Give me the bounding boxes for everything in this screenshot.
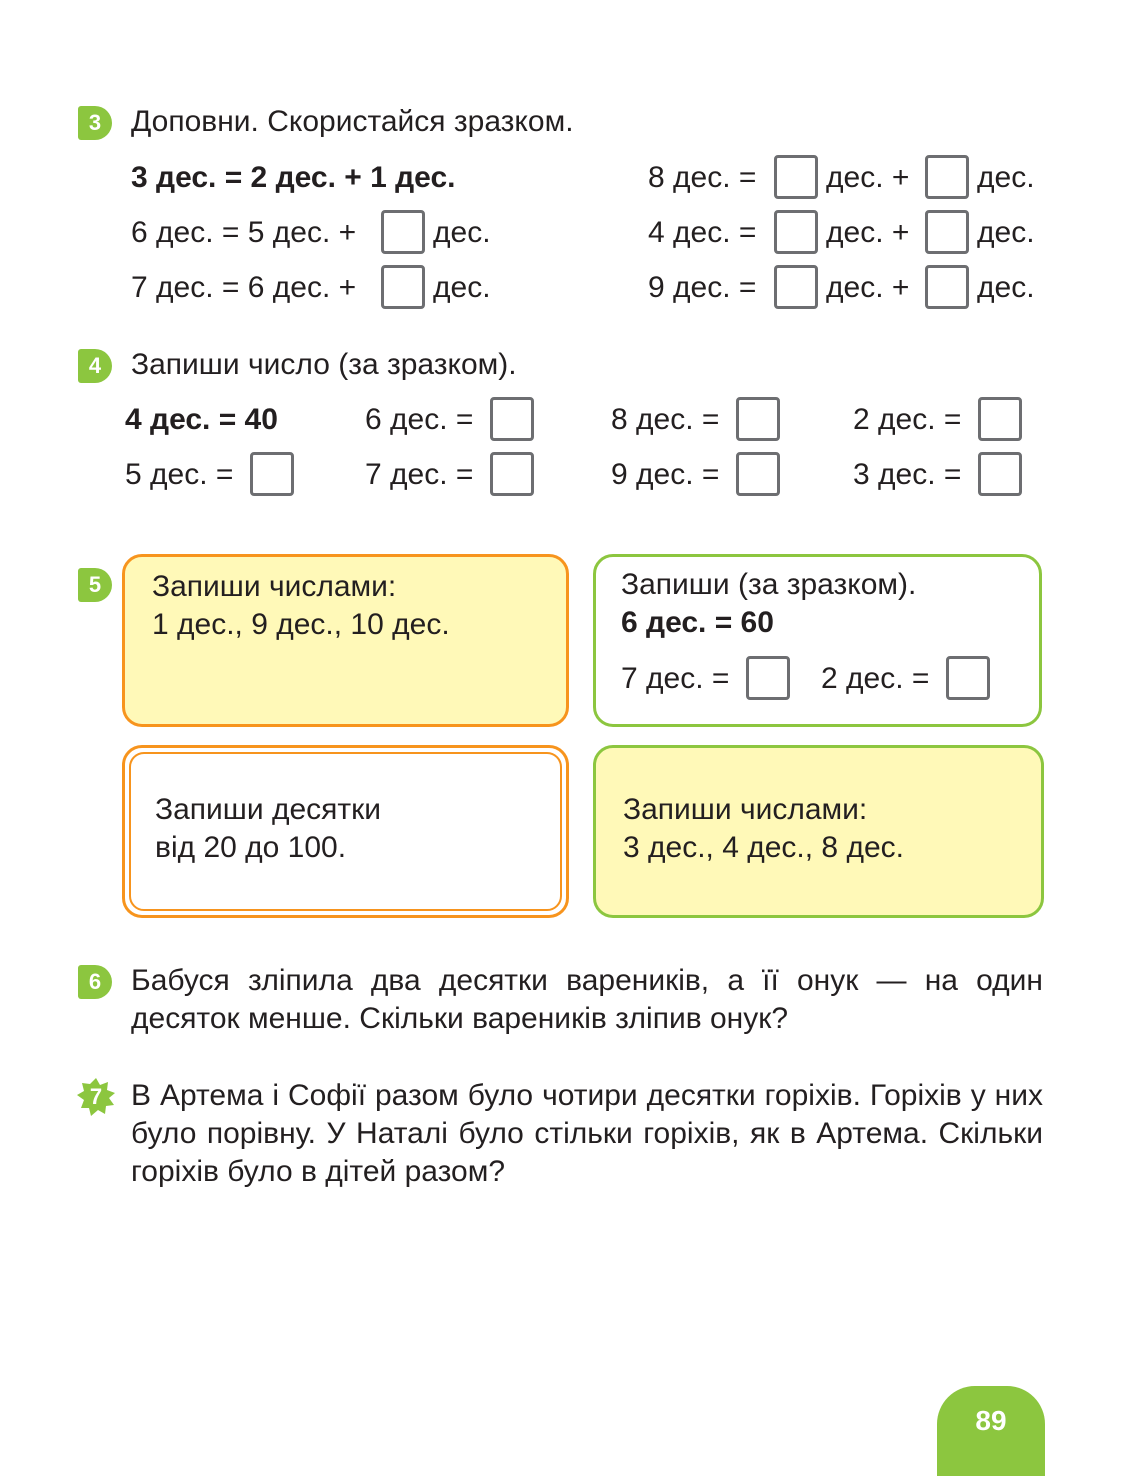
card-item-label: 2 дес. = <box>821 662 930 695</box>
ex3-right-row-1-text: 8 дес. = <box>648 161 757 194</box>
card-item-label: 7 дес. = <box>621 662 730 695</box>
exercise-3-sample: 3 дес. = 2 дес. + 1 дес. <box>131 161 456 194</box>
answer-box[interactable] <box>381 210 425 254</box>
ex3-left-row-1-text: 6 дес. = 5 дес. + <box>131 216 357 249</box>
ex3-right-row-1-unit: дес. <box>977 161 1035 194</box>
answer-box[interactable] <box>250 452 294 496</box>
ex3-left-row-1-unit: дес. <box>433 216 491 249</box>
ex3-right-row-2-text: 4 дес. = <box>648 216 757 249</box>
exercise-7-text: В Артема і Софії разом було чотири десятки горіхів. Горіхів у них було порівну. У Наталі було стільки горіхів, як в Артема. Скільки горіхів було в дітей разом? <box>131 1079 1043 1188</box>
ex4-item-label: 9 дес. = <box>611 458 720 491</box>
ex3-right-row-2-mid: дес. + <box>826 216 910 249</box>
exercise-6-badge: 6 <box>78 965 112 999</box>
card-text: 3 дес., 4 дес., 8 дес. <box>623 831 904 864</box>
exercise-7-number: 7 <box>89 1084 103 1109</box>
exercise-6-text: Бабуся зліпила два десятки вареників, а її онук — на один десяток менше. Скільки вареників зліпив онук? <box>131 964 1043 1035</box>
exercise-4-title: Запиши число (за зразком). <box>131 348 517 381</box>
ex3-right-row-3-unit: дес. <box>977 271 1035 304</box>
ex4-item-label: 6 дес. = <box>365 403 474 436</box>
answer-box[interactable] <box>774 155 818 199</box>
ex4-item-label: 3 дес. = <box>853 458 962 491</box>
answer-box[interactable] <box>746 656 790 700</box>
task-card-tens <box>122 745 569 918</box>
ex3-right-row-2-unit: дес. <box>977 216 1035 249</box>
card-text: 1 дес., 9 дес., 10 дес. <box>152 608 450 641</box>
answer-box[interactable] <box>946 656 990 700</box>
task-card-write-numbers <box>122 554 569 727</box>
answer-box[interactable] <box>736 397 780 441</box>
ex3-right-row-3-mid: дес. + <box>826 271 910 304</box>
answer-box[interactable] <box>925 265 969 309</box>
task-card-write-numbers-2 <box>593 745 1044 918</box>
answer-box[interactable] <box>978 452 1022 496</box>
answer-box[interactable] <box>736 452 780 496</box>
ex4-item-label: 7 дес. = <box>365 458 474 491</box>
card-sample: 6 дес. = 60 <box>621 606 774 639</box>
ex3-left-row-2-text: 7 дес. = 6 дес. + <box>131 271 357 304</box>
answer-box[interactable] <box>925 155 969 199</box>
answer-box[interactable] <box>381 265 425 309</box>
ex4-item-label: 5 дес. = <box>125 458 234 491</box>
card-title: Запиши числами: <box>152 570 397 603</box>
ex4-item-label: 8 дес. = <box>611 403 720 436</box>
answer-box[interactable] <box>490 397 534 441</box>
ex3-left-row-2-unit: дес. <box>433 271 491 304</box>
exercise-7-star-badge <box>76 1077 116 1117</box>
answer-box[interactable] <box>978 397 1022 441</box>
exercise-3-badge: 3 <box>78 106 112 140</box>
ex4-item-label: 2 дес. = <box>853 403 962 436</box>
card-title: Запиши (за зразком). <box>621 568 917 601</box>
task-card-sample <box>593 554 1042 727</box>
exercise-4-sample: 4 дес. = 40 <box>125 403 278 436</box>
exercise-5-badge: 5 <box>78 568 112 602</box>
answer-box[interactable] <box>774 210 818 254</box>
card-title: Запиши десятки <box>155 793 382 826</box>
card-title: Запиши числами: <box>623 793 868 826</box>
answer-box[interactable] <box>774 265 818 309</box>
page-number-tab <box>937 1386 1045 1476</box>
exercise-4-badge: 4 <box>78 349 112 383</box>
card-text: від 20 до 100. <box>155 831 347 864</box>
exercise-3-title: Доповни. Скористайся зразком. <box>131 105 574 138</box>
ex3-right-row-3-text: 9 дес. = <box>648 271 757 304</box>
answer-box[interactable] <box>490 452 534 496</box>
ex3-right-row-1-mid: дес. + <box>826 161 910 194</box>
page-number: 89 <box>975 1405 1007 1436</box>
answer-box[interactable] <box>925 210 969 254</box>
